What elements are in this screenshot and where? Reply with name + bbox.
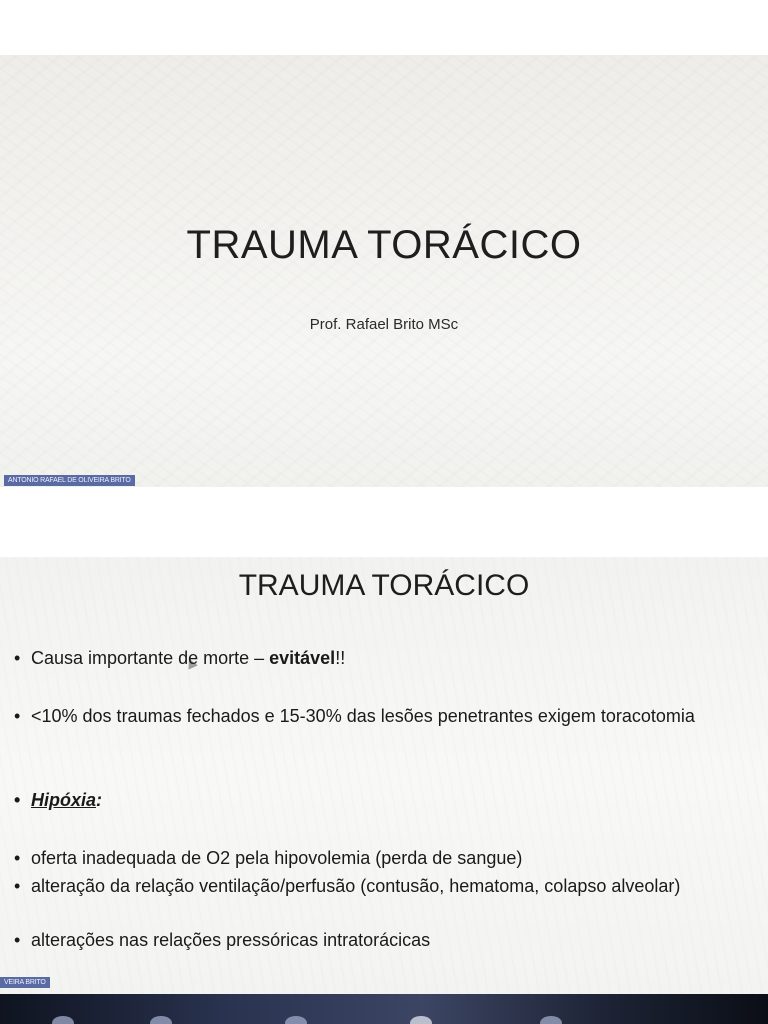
bullet-icon: • [14,648,21,668]
bullet-item: • Hipóxia: [14,790,103,810]
bullet-item: • alteração da relação ventilação/perfusão (contusão, hematoma, colapso alveolar) [14,876,681,896]
title-slide [0,55,768,487]
content-slide [0,557,768,994]
slide-title: TRAUMA TORÁCICO [186,223,582,267]
bullet-item: • alterações nas relações pressóricas intratorácicas [14,930,431,950]
slide-subtitle: Prof. Rafael Brito MSc [309,316,459,333]
participant-thumbnail-strip[interactable] [0,994,768,1024]
presenter-name-tag: VEIRA BRITO [0,977,50,988]
bullet-item: • Causa importante de morte – evitável!! [14,648,346,668]
participant-avatar[interactable] [52,1016,74,1024]
bullet-item: • <10% dos traumas fechados e 15-30% das lesões penetrantes exigem toracotomia [14,706,695,726]
emphasis-text: evitável [269,648,336,668]
bullet-icon: • [14,706,21,726]
bullet-icon: • [14,876,21,896]
participant-avatar[interactable] [410,1016,432,1024]
slide-title: TRAUMA TORÁCICO [238,569,530,602]
hipoxia-heading: Hipóxia [31,790,97,810]
bullet-icon: • [14,848,21,868]
presenter-name-tag: ANTONIO RAFAEL DE OLIVEIRA BRITO [4,475,135,486]
bullet-icon: • [14,930,21,950]
participant-avatar[interactable] [150,1016,172,1024]
participant-avatar[interactable] [540,1016,562,1024]
bullet-icon: • [14,790,21,810]
bullet-item: • oferta inadequada de O2 pela hipovolemia (perda de sangue) [14,848,523,868]
participant-avatar[interactable] [285,1016,307,1024]
